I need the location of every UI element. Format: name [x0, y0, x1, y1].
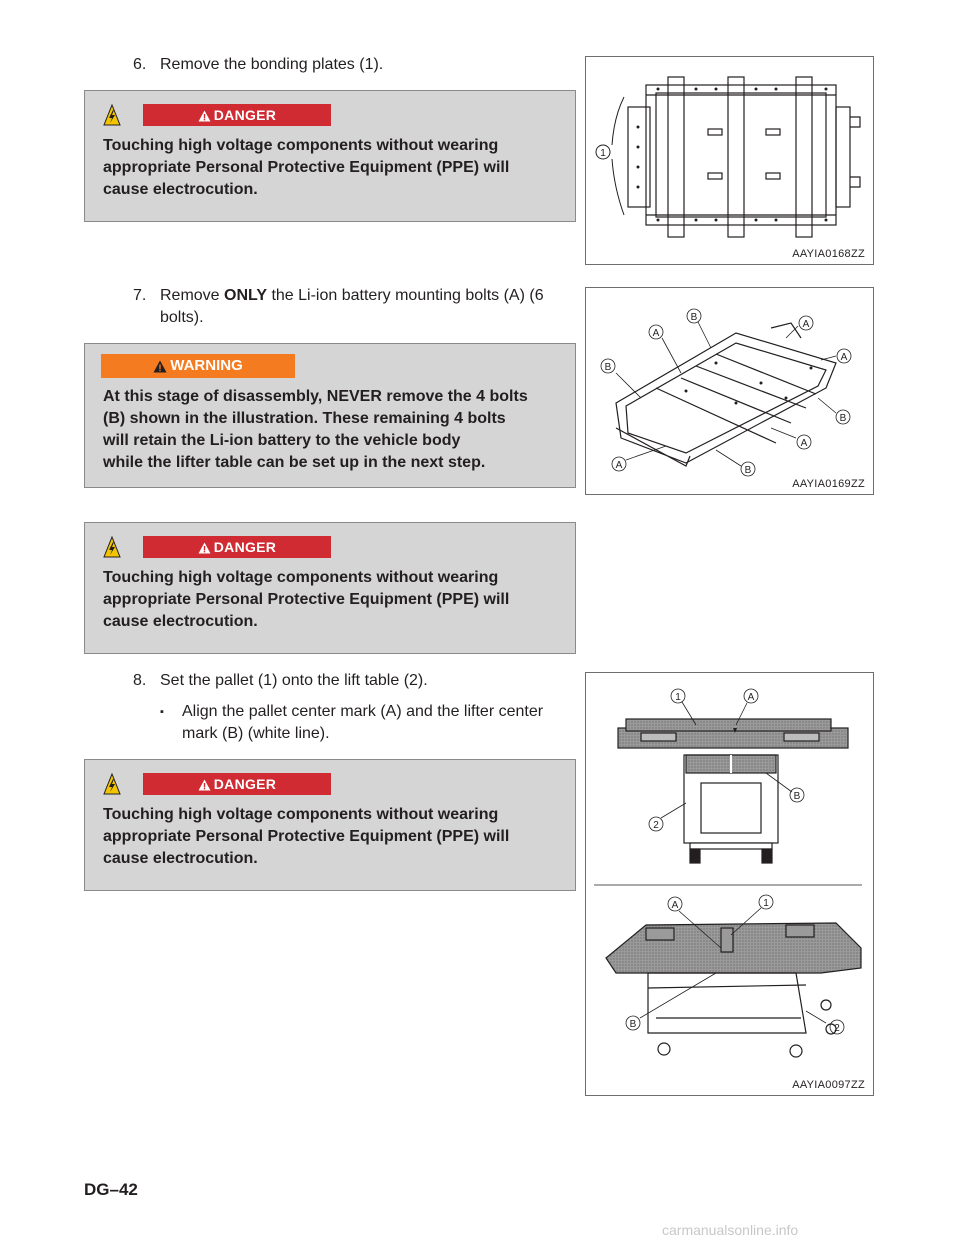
callout-1: 1 — [763, 898, 769, 909]
lift-table-illustration — [586, 673, 873, 1095]
callout-2: 2 — [834, 1023, 840, 1034]
warning-box — [84, 343, 576, 488]
callout-B: B — [793, 791, 801, 802]
danger-label-text: DANGER — [213, 107, 277, 123]
warning-triangle-icon — [198, 110, 211, 122]
step-text: Remove the bonding plates (1). — [160, 56, 384, 73]
warning-triangle-icon — [198, 779, 211, 791]
step-text: Set the pallet (1) onto the lift table (2). — [160, 672, 428, 689]
battery-bolts-illustration — [586, 288, 873, 494]
bullet-text-line2: mark (B) (white line). — [182, 725, 330, 742]
callout-1: 1 — [675, 692, 681, 703]
warning-label — [101, 354, 295, 378]
high-voltage-icon — [103, 104, 121, 126]
step-number: 7. — [133, 287, 147, 304]
step-text-post: the Li-ion battery mounting bolts (A) (6 — [267, 287, 544, 304]
danger-line: cause electrocution. — [103, 850, 258, 867]
danger-line: appropriate Personal Protective Equipment (PPE) will — [103, 828, 510, 845]
step-text-bold: ONLY — [224, 287, 268, 304]
callout-A: A — [747, 692, 755, 703]
callout-B: B — [690, 312, 698, 323]
warning-line: will retain the Li-ion battery to the vehicle body — [103, 432, 461, 449]
callout-B: B — [629, 1019, 637, 1030]
figure-id: AAYIA0097ZZ — [792, 1079, 865, 1091]
danger-line: Touching high voltage components without wearing — [103, 806, 499, 823]
battery-frame-illustration — [586, 57, 873, 264]
callout-B: B — [744, 465, 752, 476]
danger-line: appropriate Personal Protective Equipment (PPE) will — [103, 591, 510, 608]
warning-line: At this stage of disassembly, NEVER remove the 4 bolts — [103, 388, 528, 405]
figure-id: AAYIA0169ZZ — [792, 478, 865, 490]
callout-1: 1 — [600, 148, 606, 159]
warning-line: (B) shown in the illustration. These remaining 4 bolts — [103, 410, 506, 427]
danger-label — [143, 104, 331, 126]
danger-box-2 — [84, 522, 576, 654]
danger-line: cause electrocution. — [103, 181, 258, 198]
danger-text — [103, 567, 561, 633]
warning-text — [103, 386, 561, 474]
danger-label-text: DANGER — [213, 776, 277, 792]
figure-lift-table — [585, 672, 874, 1096]
bullet-icon: ▪ — [160, 706, 164, 718]
step-number: 8. — [133, 672, 147, 689]
figure-id: AAYIA0168ZZ — [792, 248, 865, 260]
danger-line: appropriate Personal Protective Equipment (PPE) will — [103, 159, 510, 176]
step-text — [160, 285, 544, 307]
danger-line: Touching high voltage components without wearing — [103, 137, 499, 154]
callout-A: A — [802, 319, 810, 330]
warning-label-text: WARNING — [170, 357, 243, 374]
watermark: carmanualsonline.info — [662, 1222, 799, 1238]
callout-A: A — [840, 352, 848, 363]
danger-line: cause electrocution. — [103, 613, 258, 630]
warning-triangle-icon — [198, 542, 211, 554]
step-text-pre: Remove — [160, 287, 225, 304]
danger-box-1 — [84, 90, 576, 222]
callout-A: A — [671, 900, 679, 911]
warning-triangle-icon — [153, 360, 167, 373]
callout-A: A — [615, 460, 623, 471]
danger-label — [143, 536, 331, 558]
danger-text — [103, 804, 561, 870]
danger-line: Touching high voltage components without wearing — [103, 569, 499, 586]
callout-A: A — [652, 328, 660, 339]
callout-A: A — [800, 438, 808, 449]
danger-text — [103, 135, 561, 201]
high-voltage-icon — [103, 536, 121, 558]
page-number: DG–42 — [84, 1180, 138, 1199]
high-voltage-icon — [103, 773, 121, 795]
figure-mounting-bolts — [585, 287, 874, 495]
callout-B: B — [604, 362, 612, 373]
warning-line: while the lifter table can be set up in the next step. — [103, 454, 486, 471]
danger-label — [143, 773, 331, 795]
bullet-text: Align the pallet center mark (A) and the lifter center — [182, 703, 544, 720]
danger-box-3 — [84, 759, 576, 891]
danger-label-text: DANGER — [213, 539, 277, 555]
callout-B: B — [839, 413, 847, 424]
step-number: 6. — [133, 56, 147, 73]
figure-bonding-plates — [585, 56, 874, 265]
step-text-line2: bolts). — [160, 309, 204, 326]
callout-2: 2 — [653, 820, 659, 831]
